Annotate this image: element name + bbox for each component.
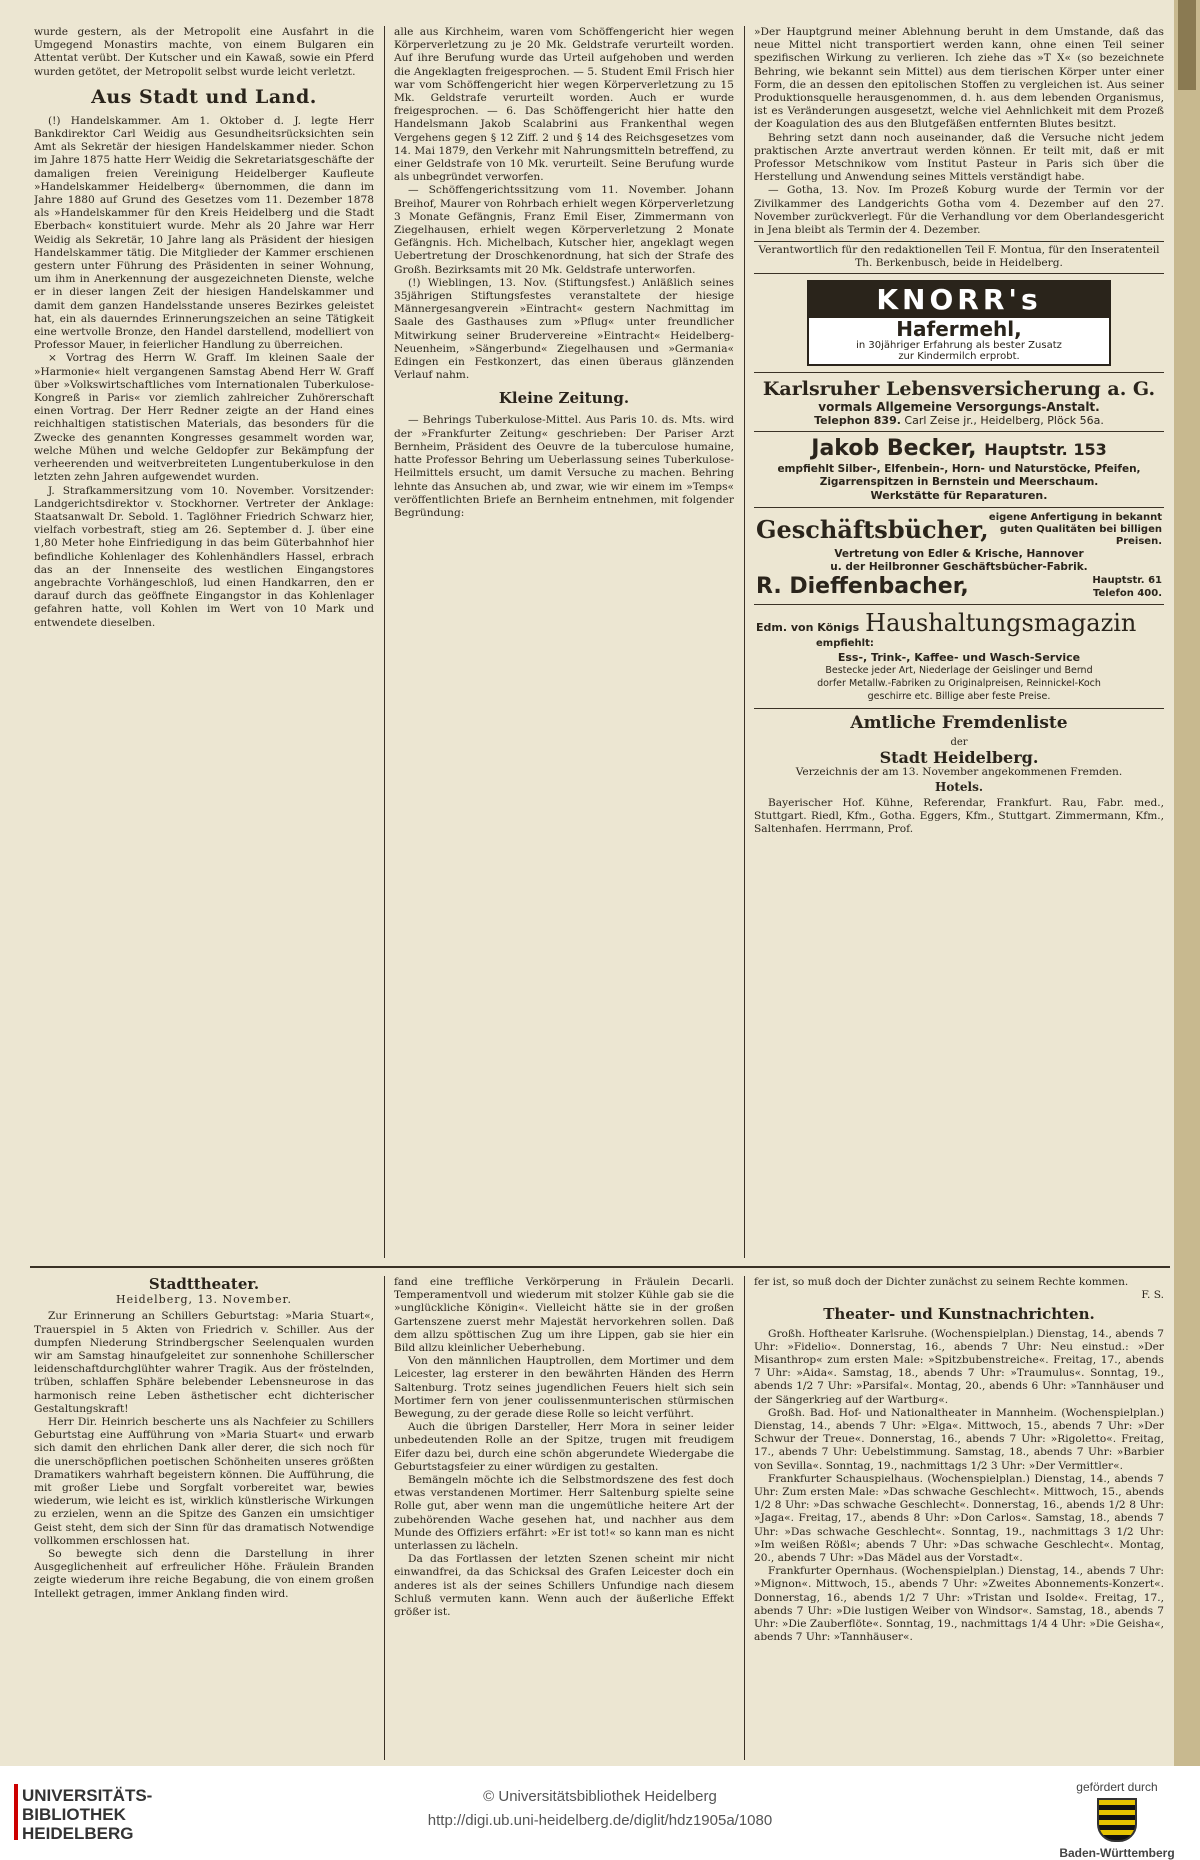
section-heading-stadt-und-land: Aus Stadt und Land. [91,85,317,108]
becker-line: Werkstätte für Reparaturen. [870,489,1048,503]
fremdenliste-subtitle: Verzeichnis der am 13. November angekommenen Fremden. [795,766,1123,779]
theatre-paragraph: So bewegte sich denn die Darstellung in ihrer Ausgeglichenheit auf erfreulicher Höhe. Fräulein Branden zeigte wiederum ihre reiche Begabung, die von einem großen Intellekt getragen, immer Anklang finden wird. [34,1548,374,1600]
column-divider [384,1276,385,1760]
fremdenliste-city: Stadt Heidelberg. [879,747,1039,767]
koenig-line: Ess-, Trink-, Kaffee- und Wasch-Service [837,650,1081,664]
dieffenbacher-address: Hauptstr. 61 [1092,575,1162,587]
knorr-line: in 30jähriger Erfahrung als bester Zusatz [856,339,1062,351]
theatre-heading: Stadttheater. [148,1276,260,1293]
funded-label: gefördert durch [1076,1780,1158,1794]
dieffenbacher-name: R. Dieffenbacher, [756,574,969,600]
koenig-line: dorfer Metallw.-Fabriken zu Originalpreisen, Reinnickel-Koch [817,678,1101,690]
kunst-paragraph: Großh. Hoftheater Karlsruhe. (Wochenspielplan.) Dienstag, 14., abends 7 Uhr: »Fidelio«. Donnerstag, 16., abends 7 Uhr: Neu einstud.: »Der Misanthrop« zum ersten Male: »Spitzbubenstreiche«. Freitag, 17., abends 7 Uhr: »Aida«. Samstag, 18., abends 7 Uhr: »Traumulus«. Sonntag, 19., abends 1/2 7 Uhr: »Parsifal«. Montag, 20., abends 6 Uhr: »Tannhäuser und der Sängerkrieg auf der Wartburg«. [754,1327,1164,1406]
kunst-paragraph: Frankfurter Schauspielhaus. (Wochenspielplan.) Dienstag, 14., abends 7 Uhr: Zum ersten Male: »Das schwache Geschlecht«. Mittwoch, 15., abends 1/2 8 Uhr: »Das schwache Geschlecht«. Donnerstag, 16., abends 1/2 8 Uhr: »Jaga«. Freitag, 17., abends 8 Uhr: »Don Carlos«. Samstag, 18., abends 7 Uhr: »Das schwache Geschlecht«. Sonntag, 19., nachmittags 3 1/2 Uhr: »Im weißen Rößl«; abends 7 Uhr: »Das schwache Geschlecht«. Montag, 20., abends 7 Uhr: »Das Mädel aus der Vorstadt«. [754,1472,1164,1565]
kunst-paragraph: Großh. Bad. Hof- und Nationaltheater in Mannheim. (Wochenspielplan.) Dienstag, 14., abends 7 Uhr: »Elga«. Mittwoch, 15., abends 7 Uhr: »Der Schwur der Treue«. Donnerstag, 16., abends 7 Uhr: »Rigoletto«. Freitag, 17., abends 7 Uhr: Uebelstimmung. Samstag, 18., abends 7 Uhr: »Barbier von Sevilla«. Sonntag, 19., nachmittags 1/2 3 Uhr: »Der Vermittler«. [754,1406,1164,1472]
gb-title: Geschäftsbücher, [756,514,989,544]
theatre-column-3 [754,1276,1164,1760]
column-divider [744,26,745,1258]
advert-geschaeftsbuecher [754,507,1164,605]
column-1 [34,26,374,1266]
coat-of-arms-icon [1097,1798,1137,1842]
theatre-column-1 [34,1276,374,1760]
kunst-paragraph: Frankfurter Opernhaus. (Wochenspielplan.) Dienstag, 14., abends 7 Uhr: »Mignon«. Mittwoch, 15., abends 7 Uhr: »Zweites Abonnements-Konzert«. Donnerstag, 16., abends 1/2 7 Uhr: »Tristan und Isolde«. Freitag, 17., abends 7 Uhr: »Die lustigen Weiber von Windsor«. Samstag, 18., abends 7 Uhr: »Die Zauberflöte«. Sonntag, 19., nachmittags 1/4 4 Uhr: »Die Geisha«, abends 7 Uhr: »Tannhäuser«. [754,1565,1164,1644]
gb-line: Preisen. [1115,535,1162,547]
insurance-title: Karlsruher Lebensversicherung a. G. [762,377,1156,400]
permalink[interactable]: http://digi.ub.uni-heidelberg.de/diglit/hdz1905a/1080 [427,1812,773,1829]
koenig-line: geschirre etc. Billige aber feste Preise. [867,691,1051,703]
theatre-paragraph: Herr Dir. Heinrich bescherte uns als Nachfeier zu Schillers Geburtstag eine Aufführung von »Maria Stuart« und erwarb sich damit den ehrlichen Dank aller derer, die sich noch für die unerschöpflichen poetischen Schönheiten unseres größten Dramatikers wahrhaft begeistern können. Die Aufführung, die mit großer Liebe und Sorgfalt vorbereitet war, bewies wiederum, wie leicht es ist, wirklich künstlerische Wirkungen zu erzielen, wenn an die Spitze des Ganzen ein umsichtiger Geist steht, dem sich der Sinn für das dramatisch Notwendige vollkommen erschlossen hat. [34,1416,374,1547]
hotels-heading: Hotels. [934,780,983,795]
dieffenbacher-phone: Telefon 400. [1093,588,1162,600]
koenig-prefix: Edm. von Königs [756,621,860,635]
fremdenliste-title: Amtliche Fremdenliste [850,712,1068,733]
article-behring: — Behrings Tuberkulose-Mittel. Aus Paris 10. ds. Mts. wird der »Frankfurter Zeitung« geschrieben: Der Pariser Arzt Bernheim, Präsident des Oeuvre de la tuberculose humaine, hatte Professor Behring um Ueberlassung seines Tuberkulose-Heilmittels ersucht, um damit Versuche zu machen. Behring lehnte das Ansuchen ab, und zwar, wie wir einem im »Temps« veröffentlichten Briefe an Bernheim entnehmen, mit folgender Begründung: [394,414,734,519]
logo-line: BIBLIOTHEK [22,1805,126,1824]
theatre-column-2 [394,1276,734,1760]
column-divider [744,1276,745,1760]
theatre-paragraph: Bemängeln möchte ich die Selbstmordszene des fest doch etwas verstandenen Mortimer. Herr Saltenburg spielte seine Rolle gut, aber wenn man die ungemütliche heitere Art der zubehörenden Wache gesehen hat, und nachher aus dem Munde des Offiziers erfährt: »Er ist tot!« so kann man es nicht unterlassen zu lächeln. [394,1474,734,1553]
article-strafkammer: J. Strafkammersitzung vom 10. November. Vorsitzender: Landgerichtsdirektor v. Stockhorner. Vertreter der Anklage: Staatsanwalt Dr. Sebold. 1. Taglöhner Friedrich Schwarz hier, vielfach vorbestraft, stieg am 26. September d. J. über eine 1,80 Meter hohe Einfriedigung in das beim Güterbahnhof hier befindliche Kohlenlager des Kohlenhändlers Hassel, erbrach das an der Innenseite des westlichen Eingangstores angebrachte Vorhängeschloß, lud einen Handkarren, den er darauf durch das geöffnete Eingangstor in das Kohlenlager gefahren hatte, voll Kohlen im Wert von 10 Mark und entwendete dieselben. [34,484,374,629]
gb-representation: Vertretung von Edler & Krische, Hannover [834,547,1084,560]
theatre-paragraph: Zur Erinnerung an Schillers Geburtstag: »Maria Stuart«, Trauerspiel in 5 Akten von Friedrich v. Schiller. Aus der dumpfen Niederung Strindbergscher Seelenqualen wurden wir am Samstag hinaufgeleitet zur sonnenhohe Schillerscher leidenschaftdurchglühter wahrer Tragik. Aus der fröstelnden, trüben, schlaffen Sphäre belebender Lebensneurose in das harmonisch reine Leben ästhetischer echt dichterischer Gestaltungskraft! [34,1310,374,1415]
theatre-date: Heidelberg, 13. November. [115,1293,293,1307]
gb-line: guten Qualitäten bei billigen [999,523,1162,535]
advert-becker [754,431,1164,507]
koenig-line: empfiehlt: [816,638,874,650]
theatre-paragraph: fer ist, so muß doch der Dichter zunächst zu seinem Rechte kommen. [754,1276,1129,1288]
becker-line: Zigarrenspitzen in Bernstein und Meerschaum. [819,476,1099,489]
becker-line: empfiehlt Silber-, Elfenbein-, Horn- und Naturstöcke, Pfeifen, [777,463,1141,476]
copyright-text: © Universitätsbibliothek Heidelberg [483,1788,717,1805]
koenig-line: Bestecke jeder Art, Niederlage der Geislinger und Bernd [825,664,1093,676]
column-3 [754,26,1164,1262]
state-name: Baden-Württemberg [1059,1846,1175,1860]
article-berufung: alle aus Kirchheim, waren vom Schöffengericht hier wegen Körperverletzung zu je 20 Mk. Geldstrafe verurteilt worden. Auf ihre Berufung wurde das Urteil aufgehoben und werden die Angeklagten freigesprochen. — 5. Student Emil Frisch hier war vom Schöffengericht hier wegen Körperverletzung zu 15 Mk. Geldstrafe verurteilt worden. Auch er wurde freigesprochen. — 6. Das Schöffengericht hier hatte den Handelsmann Jakob Scalabrini aus Frankenthal wegen Vergehens gegen § 12 Ziff. 2 und § 14 des Reichsgesetzes vom 14. Mai 1879, den Verkehr mit Nahrungsmitteln betreffend, zu einer Geldstrafe von 10 Mk. verurteilt. Seine Berufung wurde als unbegründet verworfen. [394,26,734,184]
page-edge [1174,0,1200,1766]
koenig-title: Haushaltungsmagazin [865,609,1137,638]
knorr-line: zur Kindermilch erprobt. [898,350,1020,362]
funding-note [1052,1780,1182,1860]
knorr-subtitle: Hafermehl, [896,316,1022,341]
theatre-signature: F. S. [1141,1289,1164,1302]
article-gotha: — Gotha, 13. Nov. Im Prozeß Koburg wurde der Termin vor der Zivilkammer des Landgerichts Gotha vom 4. Dezember auf den 27. November zurückverlegt. Für die Verhandlung vor dem Oberlandesgericht in Jena bleibt als Termin der 4. Dezember. [754,184,1164,237]
theatre-paragraph: Da das Fortlassen der letzten Szenen scheint mir nicht einwandfrei, da das Schicksal des Grafen Leicester doch ein anderes ist als der seines Schillers Unfundige nach diesem Schluß vermuten kann. Wenn auch der äußerliche Effekt größer ist. [394,1553,734,1619]
gb-representation: u. der Heilbronner Geschäftsbücher-Fabrik. [830,560,1088,573]
intro-paragraph: wurde gestern, als der Metropolit eine Ausfahrt in die Umgegend Monastirs machte, von einem Bulgaren ein Attentat verübt. Der Kutscher und ein Kawaß, sowie ein Pferd wurden getötet, der Metropolit selbst wurde leicht verletzt. [34,26,374,78]
article-behring-cont: »Der Hauptgrund meiner Ablehnung beruht in dem Umstande, daß das neue Mittel nicht transportiert werden kann, ohne einen Teil seiner spezifischen Wirkung zu verlieren. Ich ziehe das »T X« (so bezeichnete Behring, wie bekannt sein Mittel) aus dem tierischen Körper unter einer Form, die an dessen den epitolischen Stoffen zu vergleichen ist. Aus seiner Produktionsquelle herausgenommen, d. h. aus dem lebenden Organismus, ist es Veränderungen ausgesetzt, welche viel Aehnlichkeit mit dem Prozeß der Koagulation des aus den Blutgefäßen entfernten Blutes besitzt. [754,26,1164,131]
insurance-address: Carl Zeise jr., Heidelberg, Plöck 56a. [904,413,1104,427]
article-handelskammer: (!) Handelskammer. Am 1. Oktober d. J. legte Herr Bankdirektor Carl Weidig aus Gesundheitsrücksichten sein Amt als Sekretär der hiesigen Handelskammer nieder. Schon im Jahre 1875 hatte Herr Weidig die Sekretariatsgeschäfte der damaligen freien Vereinigung Heidelberger Kaufleute »Handelskammer Heidelberg« übernommen, die dann im Jahre 1880 auf Grund des Gesetzes vom 11. Dezember 1878 als »Handelskammer für den Kreis Heidelberg und die Stadt Eberbach« konstituiert wurde. Mehr als 20 Jahre war Herr Weidig als Sekretär, 10 Jahre lang als Präsident der hiesigen Handelskammer tätig. Die Mitglieder der Kammer erschienen gestern unter Führung des Präsidenten in seiner Wohnung, um ihm in Anerkennung der ausgezeichneten Dienste, welche er in dieser langen Zeit der hiesigen Handelskammer und damit dem ganzen Handelsstande unseres Bezirkes geleistet hat, ein als dauerndes Erinnerungszeichen an seine Tätigkeit eine wertvolle Bronze, den Handel darstellend, modelliert von Professor Mauer, in feierlicher Handlung zu überreichen. [34,114,374,352]
knorr-title: KNORR's [809,282,1109,318]
gb-line: eigene Anfertigung in bekannt [988,511,1162,523]
theatre-paragraph: fand eine treffliche Verkörperung in Fräulein Decarli. Temperamentvoll und wiederum mit stolzer Kühle gab sie die »unglückliche Königin«. Vielleicht hätte sie in der großen Gartenszene zuerst mehr Majestät hervorkehren sollen. Daß dem allzu spöttischen Zug um ihre Lippen, gab sie hier ein Bild allzu kleinlicher Ueberhebung. [394,1276,734,1355]
article-behring-versuche: Behring setzt dann noch auseinander, daß die Versuche nicht jedem praktischen Arzte anvertraut werden können. Er teilt mit, daß er mit Professor Metschnikow vom Institut Pasteur in Paris sich über die Herstellung und Anwendung seines Mittels verständigt habe. [754,131,1164,184]
kunst-heading: Theater- und Kunstnachrichten. [823,1305,1095,1324]
article-wieblingen: (!) Wieblingen, 13. Nov. (Stiftungsfest.) Anläßlich seines 35jährigen Stiftungsfestes veranstaltete der hiesige Männergesangverein »Eintracht« gestern Nachmittag im Saale des Gasthauses zum »Pflug« unter freundlicher Mitwirkung seiner Brudervereine »Eintracht« Heidelberg-Neuenheim, »Sängerbund« Ziegelhausen und »Germania« Edingen ein Festkonzert, das einen überaus glänzenden Verlauf nahm. [394,276,734,382]
advert-knorr [807,280,1111,366]
horizontal-divider [30,1266,1170,1268]
becker-address: Hauptstr. 153 [984,440,1107,460]
article-vortrag: × Vortrag des Herrn W. Graff. Im kleinen Saale der »Harmonie« hielt vergangenen Samstag Abend Herr W. Graff über »Volkswirtschaftliches vom Internationalen Tuberkulose-Kongreß in Paris« vor ziemlich zahlreicher Zuhörerschaft einen Vortrag. Der Herr Redner zeigte an der Hand eines reichhaltigen statistischen Materials, das besonders für die Zwecke des genannten Kongresses gesammelt worden war, welche Mühen und welche Geldopfer zur Bekämpfung der verheerenden und weitverbreiteten Lungentuberkulose in den letzten zehn Jahren aufgewendet wurden. [34,352,374,484]
becker-name: Jakob Becker, [811,436,977,462]
advert-insurance [754,372,1164,431]
hotel-entry: Bayerischer Hof. Kühne, Referendar, Frankfurt. Rau, Fabr. med., Stuttgart. Riedl, Kfm., Gotha. Eggers, Kfm., Stuttgart. Zimmermann, Kfm., Saltenhafen. Herrmann, Prof. [754,796,1164,835]
responsible-editor: Verantwortlich für den redaktionellen Teil F. Montua, für den Inseratenteil Th. Berkenbusch, beide in Heidelberg. [754,241,1164,273]
logo-line: UNIVERSITÄTS- [22,1786,153,1805]
edge-tab [1178,0,1196,90]
section-heading-kleine-zeitung: Kleine Zeitung. [498,389,630,408]
logo-line: HEIDELBERG [22,1824,134,1843]
theatre-paragraph: Auch die übrigen Darsteller, Herr Mora in seiner leider unbedeutenden Rolle an der Spitze, trugen mit freudigem Eifer dazu bei, durch eine schön abgerundete Wiedergabe die Geburtstagsfeier zu einer würdigen zu gestalten. [394,1421,734,1473]
column-divider [384,26,385,1258]
insurance-subtitle: vormals Allgemeine Versorgungs-Anstalt. [818,399,1100,414]
fremdenliste-der: der [950,736,968,748]
column-2 [394,26,734,1262]
insurance-phone: Telephon 839. [814,413,901,427]
footer-bar [0,1766,1200,1860]
theatre-paragraph: Von den männlichen Hauptrollen, dem Mortimer und dem Leicester, lag ersterer in den bewährten Händen des Herrn Saltenburg. Trotz seines jugendlichen Feuers hielt sich sein Mortimer fern von jener coulissenmunterischen stürmischen Bewegung, zu der gerade diese Rolle so leicht verführt. [394,1355,734,1421]
advert-koenig [754,604,1164,708]
article-schoeffengericht: — Schöffengerichtssitzung vom 11. November. Johann Breihof, Maurer von Rohrbach erhielt wegen Körperverletzung 3 Monate Gefängnis, Franz Emil Eiser, Zimmermann von Ziegelhausen, erhielt wegen Körperverletzung 2 Monate Gefängnis. Hch. Michelbach, Kutscher hier, angeklagt wegen Uebertretung der Droschkenordnung, hat sich der Strafe des Großh. Bezirksamts mit 20 Mk. Geldstrafe unterworfen. [394,184,734,276]
